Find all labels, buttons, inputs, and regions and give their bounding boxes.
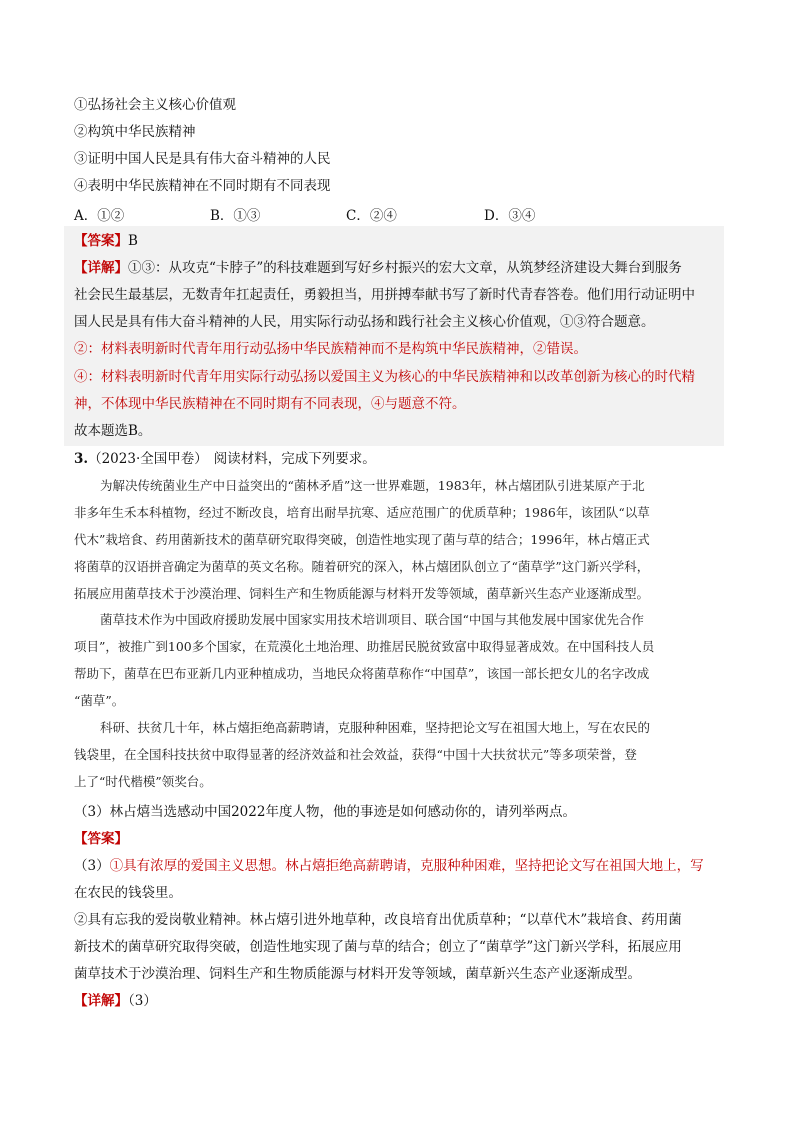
answer-2-tag: 【答案】	[74, 831, 128, 847]
option-d: D．③④	[484, 208, 536, 224]
answer-line	[74, 232, 138, 250]
choice-4: ④表明中华民族精神在不同时期有不同表现	[74, 178, 331, 194]
choice-1: ①弘扬社会主义核心价值观	[74, 97, 236, 113]
answer-2-line-1	[74, 857, 704, 875]
material-line: 菌草技术作为中国政府援助发展中国家实用技术培训项目、联合国“中国与其他发展中国家优先合作	[100, 612, 644, 627]
detail-red-line-1: ②：材料表明新时代青年用行动弘扬中华民族精神而不是构筑中华民族精神，②错误。	[74, 341, 587, 357]
answer-2-line-5: 菌草技术于沙漠治理、饲料生产和生物质能源与材料开发等领域，菌草新兴生态产业逐渐成型。	[74, 966, 641, 982]
answer-2-line-4: 新技术的菌草研究取得突破，创造性地实现了菌与草的结合；创立了“菌草学”这门新兴学科，拓展应用	[74, 939, 682, 955]
material-line: 上了“时代楷模”领奖台。	[74, 774, 212, 789]
material-line: 为解决传统菌业生产中日益突出的“菌林矛盾”这一世界难题，1983年，林占熺团队引进某原产于北	[100, 478, 645, 493]
material-line: 科研、扶贫几十年，林占熺拒绝高薪聘请，克服种种困难，坚持把论文写在祖国大地上，写在农民的	[100, 720, 651, 735]
question-number: 3.	[74, 451, 89, 467]
answer-tag: 【答案】	[74, 233, 128, 249]
answer-2-line-3: ②具有忘我的爱岗敬业精神。林占熺引进外地草种，改良培育出优质草种；“以草代木”栽培食、药用菌	[74, 912, 682, 928]
material-line: 拓展应用菌草技术于沙漠治理、饲料生产和生物质能源与材料开发等领域，菌草新兴生态产业逐渐成型。	[74, 586, 650, 601]
material-line: 钱袋里，在全国科技扶贫中取得显著的经济效益和社会效益，获得“中国十大扶贫状元”等多项荣誉，登	[74, 747, 637, 762]
choice-2: ②构筑中华民族精神	[74, 124, 196, 140]
question-source: （2023·全国甲卷）	[88, 451, 208, 467]
detail-text-1: ①③：从攻克“卡脖子”的科技难题到写好乡村振兴的宏大文章，从筑梦经济建设大舞台到服务	[128, 260, 682, 276]
material-line: 将菌草的汉语拼音确定为菌草的英文名称。随着研究的深入，林占熺团队创立了“菌草学”这门新兴学科，	[74, 559, 650, 574]
detail-line-3: 国人民是具有伟大奋斗精神的人民，用实际行动弘扬和践行社会主义核心价值观，①③符合题意。	[74, 314, 655, 330]
material-line: 非多年生禾本科植物，经过不断改良，培育出耐旱抗寒、适应范围广的优质草种；1986年，该团队“以草	[74, 505, 650, 520]
option-c: C．②④	[346, 208, 397, 224]
answer-options	[74, 204, 714, 222]
answer-value: B	[128, 233, 138, 249]
detail-red-line-3: 神，不体现中华民族精神在不同时期有不同表现，④与题意不符。	[74, 396, 466, 412]
detail-2-suffix: （3）	[128, 993, 157, 1009]
material-line: 项目”，被推广到100多个国家，在荒漠化土地治理、助推居民脱贫致富中取得显著成效。在中国科技人员	[74, 639, 655, 654]
detail-tag: 【详解】	[74, 260, 128, 276]
option-a: A．①②	[74, 208, 125, 224]
answer-2-prefix: （3）	[74, 858, 110, 874]
material-line: 代木”栽培食、药用菌新技术的菌草研究取得突破，创造性地实现了菌与草的结合；1996年，林占熺正式	[74, 532, 650, 547]
material-line: 帮助下，菌草在巴布亚新几内亚种植成功，当地民众将菌草称作“中国草”，该国一部长把女儿的名字改成	[74, 666, 650, 681]
detail-2-line	[74, 992, 157, 1010]
conclusion: 故本题选B。	[74, 423, 152, 439]
answer-2-line-2: 在农民的钱袋里。	[74, 885, 182, 901]
detail-line-1	[74, 259, 682, 277]
answer-2-text-1: ①具有浓厚的爱国主义思想。林占熺拒绝高薪聘请，克服种种困难，坚持把论文写在祖国大地上，写	[109, 858, 704, 874]
detail-red-line-2: ④：材料表明新时代青年用实际行动弘扬以爱国主义为核心的中华民族精神和以改革创新为核心的时代精	[74, 369, 695, 385]
choice-3: ③证明中国人民是具有伟大奋斗精神的人民	[74, 151, 331, 167]
detail-line-2: 社会民生最基层，无数青年扛起责任，勇毅担当，用拼搏奉献书写了新时代青春答卷。他们用行动证明中	[74, 287, 695, 303]
material-line: “菌草”。	[74, 693, 125, 708]
question-3-header	[74, 450, 376, 468]
sub-question: （3）林占熺当选感动中国2022年度人物，他的事迹是如何感动你的，请列举两点。	[74, 804, 576, 820]
detail-2-tag: 【详解】	[74, 993, 128, 1009]
option-b: B．①③	[210, 208, 261, 224]
question-instruction: 阅读材料，完成下列要求。	[213, 451, 376, 467]
